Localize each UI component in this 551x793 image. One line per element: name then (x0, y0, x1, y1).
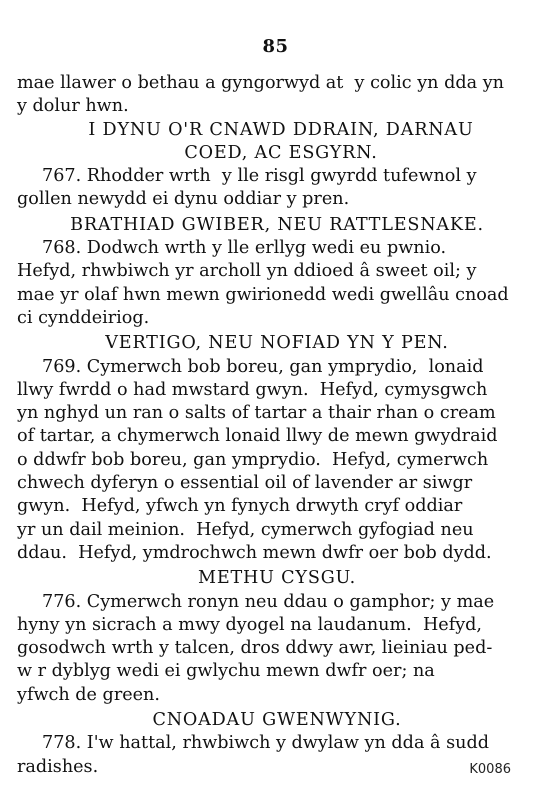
recipe-line: llwy fwrdd o had mwstard gwyn. Hefyd, cymysgwch (17, 379, 488, 400)
recipe-line: yr un dail meinion. Hefyd, cymerwch gyfogiad neu (17, 519, 474, 540)
recipe-line: 767. Rhodder wrth y lle risgl gwyrdd tufewnol y (42, 166, 477, 187)
recipe-line: chwech dyferyn o essential oil of lavender ar siwgr (17, 473, 473, 494)
section-heading: BRATHIAD GWIBER, NEU RATTLESNAKE. (70, 214, 484, 235)
recipe-line: yn nghyd un ran o salts of tartar a thair rhan o cream (17, 403, 496, 424)
body-line: y dolur hwn. (17, 96, 129, 117)
archive-code: K0086 (469, 762, 511, 777)
recipe-line: ddau. Hefyd, ymdrochwch mewn dwfr oer bob dydd. (17, 542, 492, 563)
recipe-line: 768. Dodwch wrth y lle erllyg wedi eu pwnio. (42, 238, 447, 259)
recipe-line: of tartar, a chymerwch lonaid llwy de mewn gwydraid (17, 426, 498, 447)
recipe-line: gollen newydd ei dynu oddiar y pren. (17, 189, 350, 210)
recipe-line: w r dyblyg wedi ei gwlychu mewn dwfr oer; na (17, 661, 435, 682)
recipe-line: radishes. (17, 756, 99, 777)
page-body (17, 72, 537, 779)
recipe-line: 769. Cymerwch bob boreu, gan ymprydio, lonaid (42, 356, 484, 377)
recipe-line: ci cynddeiriog. (17, 307, 150, 328)
section-heading: CNOADAU GWENWYNIG. (152, 710, 402, 731)
recipe-line: mae yr olaf hwn mewn gwirionedd wedi gwellâu cnoad (17, 284, 509, 305)
section-heading: COED, AC ESGYRN. (184, 142, 378, 163)
recipe-line: Hefyd, rhwbiwch yr archoll yn ddioed â sweet oil; y (17, 261, 477, 282)
recipe-line: gwyn. Hefyd, yfwch yn fynych drwyth cryf oddiar (17, 496, 463, 517)
recipe-line: o ddwfr bob boreu, gan ymprydio. Hefyd, cymerwch (17, 449, 489, 470)
recipe-line: 778. I'w hattal, rhwbiwch y dwylaw yn dda â sudd (42, 733, 489, 754)
section-heading: I DYNU O'R CNAWD DDRAIN, DARNAU (88, 119, 474, 140)
recipe-line: hyny yn sicrach a mwy dyogel na laudanum. Hefyd, (17, 614, 483, 635)
recipe-line: 776. Cymerwch ronyn neu ddau o gamphor; y mae (42, 591, 495, 612)
body-line: mae llawer o bethau a gyngorwyd at y colic yn dda yn (17, 73, 504, 93)
section-heading: METHU CYSGU. (198, 568, 356, 589)
page-number: 85 (262, 36, 289, 57)
section-heading: VERTIGO, NEU NOFIAD YN Y PEN. (105, 333, 449, 354)
recipe-line: gosodwch wrth y talcen, dros ddwy awr, lieiniau ped- (17, 638, 493, 659)
recipe-line: yfwch de green. (17, 684, 160, 705)
